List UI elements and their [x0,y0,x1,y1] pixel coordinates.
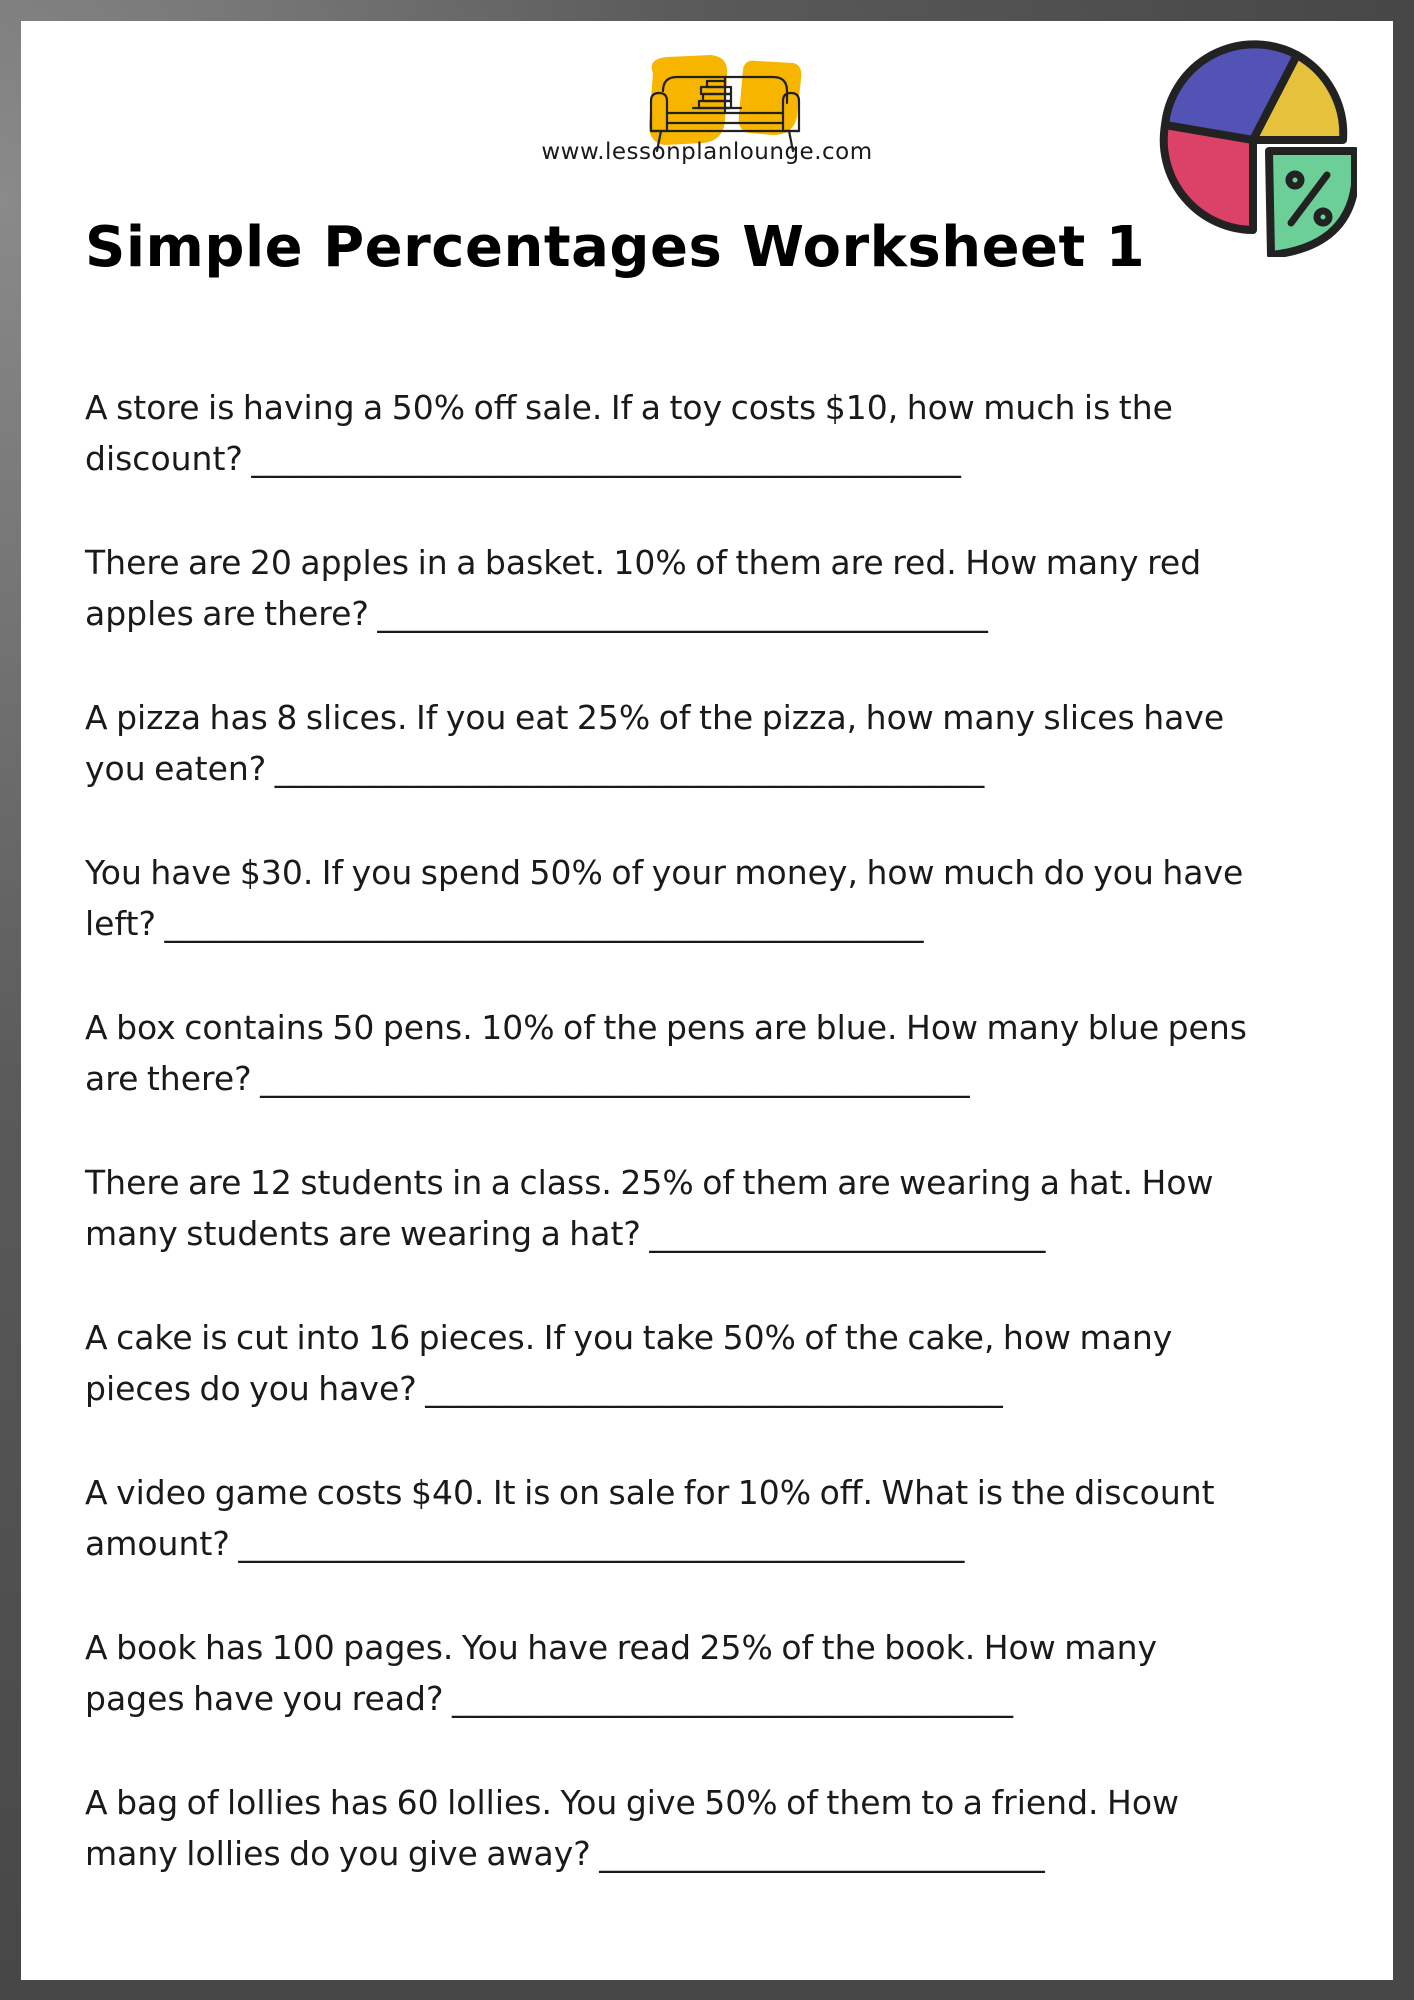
question-7 [85,1312,1375,1467]
answer-line[interactable]: pieces do you have? ___________________________________ [85,1369,1003,1408]
question-6 [85,1157,1375,1312]
question-2 [85,537,1375,692]
question-text: A store is having a 50% off sale. If a toy costs $10, how much is the [85,388,1173,427]
answer-line[interactable]: many students are wearing a hat? ________________________ [85,1214,1046,1253]
question-text: There are 20 apples in a basket. 10% of them are red. How many red [85,543,1202,582]
answer-line[interactable]: pages have you read? __________________________________ [85,1679,1014,1718]
question-1 [85,382,1375,537]
question-10 [85,1777,1375,1932]
question-text: A pizza has 8 slices. If you eat 25% of the pizza, how many slices have [85,698,1225,737]
question-8 [85,1467,1375,1622]
answer-line[interactable]: amount? ____________________________________________ [85,1524,965,1563]
answer-line[interactable]: are there? ___________________________________________ [85,1059,970,1098]
answer-line[interactable]: many lollies do you give away? ___________________________ [85,1834,1045,1873]
question-text: There are 12 students in a class. 25% of them are wearing a hat. How [85,1163,1214,1202]
site-url: www.lessonplanlounge.com [541,139,873,165]
question-text: A book has 100 pages. You have read 25% of the book. How many [85,1628,1158,1667]
pie-chart-percent-icon [1157,27,1357,257]
answer-line[interactable]: apples are there? _____________________________________ [85,594,988,633]
question-text: A video game costs $40. It is on sale for 10% off. What is the discount [85,1473,1215,1512]
question-text: A bag of lollies has 60 lollies. You give 50% of them to a friend. How [85,1783,1180,1822]
worksheet-title: Simple Percentages Worksheet 1 [85,215,1146,280]
question-9 [85,1622,1375,1777]
question-list [85,382,1375,1932]
worksheet-page [21,21,1393,1980]
question-text: You have $30. If you spend 50% of your money, how much do you have [85,853,1244,892]
question-4 [85,847,1375,1002]
question-5 [85,1002,1375,1157]
answer-line[interactable]: left? ______________________________________________ [85,904,924,943]
answer-line[interactable]: you eaten? ___________________________________________ [85,749,985,788]
question-3 [85,692,1375,847]
answer-line[interactable]: discount? ___________________________________________ [85,439,961,478]
question-text: A box contains 50 pens. 10% of the pens are blue. How many blue pens [85,1008,1247,1047]
question-text: A cake is cut into 16 pieces. If you take 50% of the cake, how many [85,1318,1173,1357]
